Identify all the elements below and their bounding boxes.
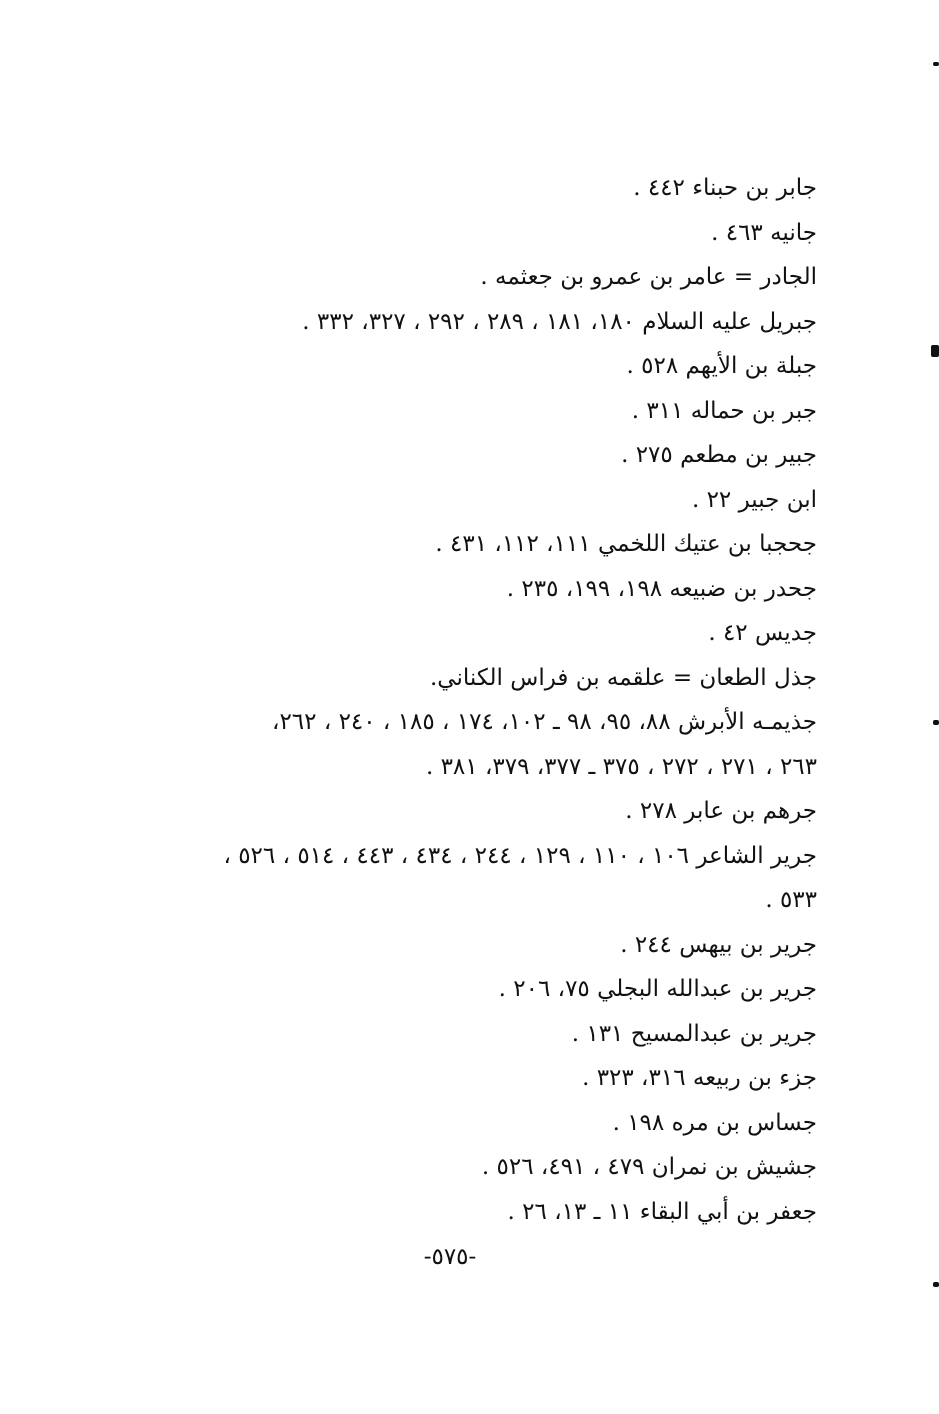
index-entry bbox=[127, 923, 817, 968]
index-entry bbox=[127, 433, 817, 478]
index-entry-text: جبر بن حماله ٣١١ . bbox=[631, 397, 817, 424]
index-entry-text: جرير بن عبدالله البجلي ٧٥، ٢٠٦ . bbox=[498, 976, 817, 1002]
index-entry bbox=[127, 1012, 817, 1057]
index-entry bbox=[127, 700, 817, 789]
index-entry bbox=[127, 255, 817, 300]
scan-edge-mark bbox=[933, 62, 939, 66]
index-entry-text: جابر بن حبناء ٤٤٢ . bbox=[633, 175, 817, 201]
scan-edge-mark bbox=[933, 720, 939, 725]
index-entry-text: جبلة بن الأيهم ٥٢٨ . bbox=[626, 353, 817, 379]
index-entry bbox=[127, 211, 817, 256]
index-entry bbox=[127, 522, 817, 567]
index-entry bbox=[127, 300, 817, 345]
index-entry-text: الجادر = عامر بن عمرو بن جعثمه . bbox=[480, 264, 817, 290]
index-entry-text: جديس ٤٢ . bbox=[708, 620, 817, 646]
index-entry-text: جساس بن مره ١٩٨ . bbox=[612, 1109, 817, 1136]
index-entry-text: جرير بن بيهس ٢٤٤ . bbox=[620, 931, 817, 958]
index-entry-text: جرير الشاعر ١٠٦ ، ١١٠ ، ١٢٩ ، ٢٤٤ ، ٤٣٤ ، ٤٤٣ ، ٥١٤ ، ٥٢٦ ، bbox=[223, 842, 817, 869]
index-entry-text: جانيه ٤٦٣ . bbox=[711, 219, 817, 246]
index-entry bbox=[127, 389, 817, 434]
index-entry-text: جذيمـه الأبرش ٨٨، ٩٥، ٩٨ ـ ١٠٢، ١٧٤ ، ١٨٥ ، ٢٤٠ ، ٢٦٢، bbox=[272, 709, 817, 735]
index-entry-text: جحدر بن ضبيعه ١٩٨، ١٩٩، ٢٣٥ . bbox=[506, 575, 817, 602]
index-entry-text: جعفر بن أبي البقاء ١١ ـ ١٣، ٢٦ . bbox=[507, 1198, 817, 1225]
index-entry bbox=[127, 567, 817, 612]
index-entry bbox=[127, 478, 817, 523]
index-entry-text: جزء بن ربيعه ٣١٦، ٣٢٣ . bbox=[582, 1065, 817, 1091]
index-entry-continuation: ٥٣٣ . bbox=[765, 887, 817, 913]
index-entry bbox=[127, 789, 817, 834]
index-entry-text: جرهم بن عابر ٢٧٨ . bbox=[625, 798, 817, 824]
page-number: -٥٧٥- bbox=[423, 1244, 477, 1270]
index-entry bbox=[127, 166, 817, 211]
index-entry bbox=[127, 1101, 817, 1146]
index-entry bbox=[127, 611, 817, 656]
index-entry bbox=[127, 1145, 817, 1190]
index-entry-text: ابن جبير ٢٢ . bbox=[691, 486, 817, 513]
index-entry bbox=[127, 656, 817, 701]
scan-edge-mark bbox=[931, 345, 939, 357]
name-index-list bbox=[127, 166, 817, 1234]
index-entry bbox=[127, 834, 817, 923]
scan-edge-mark bbox=[933, 1282, 939, 1287]
index-entry bbox=[127, 1056, 817, 1101]
index-entry-text: جشيش بن نمران ٤٧٩ ، ٤٩١، ٥٢٦ . bbox=[481, 1154, 817, 1180]
index-entry-continuation: ٢٦٣ ، ٢٧١ ، ٢٧٢ ، ٣٧٥ ـ ٣٧٧، ٣٧٩، ٣٨١ . bbox=[425, 753, 817, 780]
index-entry bbox=[127, 344, 817, 389]
index-entry-text: جبير بن مطعم ٢٧٥ . bbox=[621, 442, 817, 468]
index-entry-text: جرير بن عبدالمسيح ١٣١ . bbox=[571, 1020, 817, 1047]
index-entry-text: جحجبا بن عتيك اللخمي ١١١، ١١٢، ٤٣١ . bbox=[435, 531, 817, 557]
index-entry bbox=[127, 967, 817, 1012]
index-entry-text: جذل الطعان = علقمه بن فراس الكناني. bbox=[430, 664, 817, 691]
index-entry bbox=[127, 1190, 817, 1235]
index-entry-text: جبريل عليه السلام ١٨٠، ١٨١ ، ٢٨٩ ، ٢٩٢ ، ٣٢٧، ٣٣٢ . bbox=[302, 308, 817, 335]
